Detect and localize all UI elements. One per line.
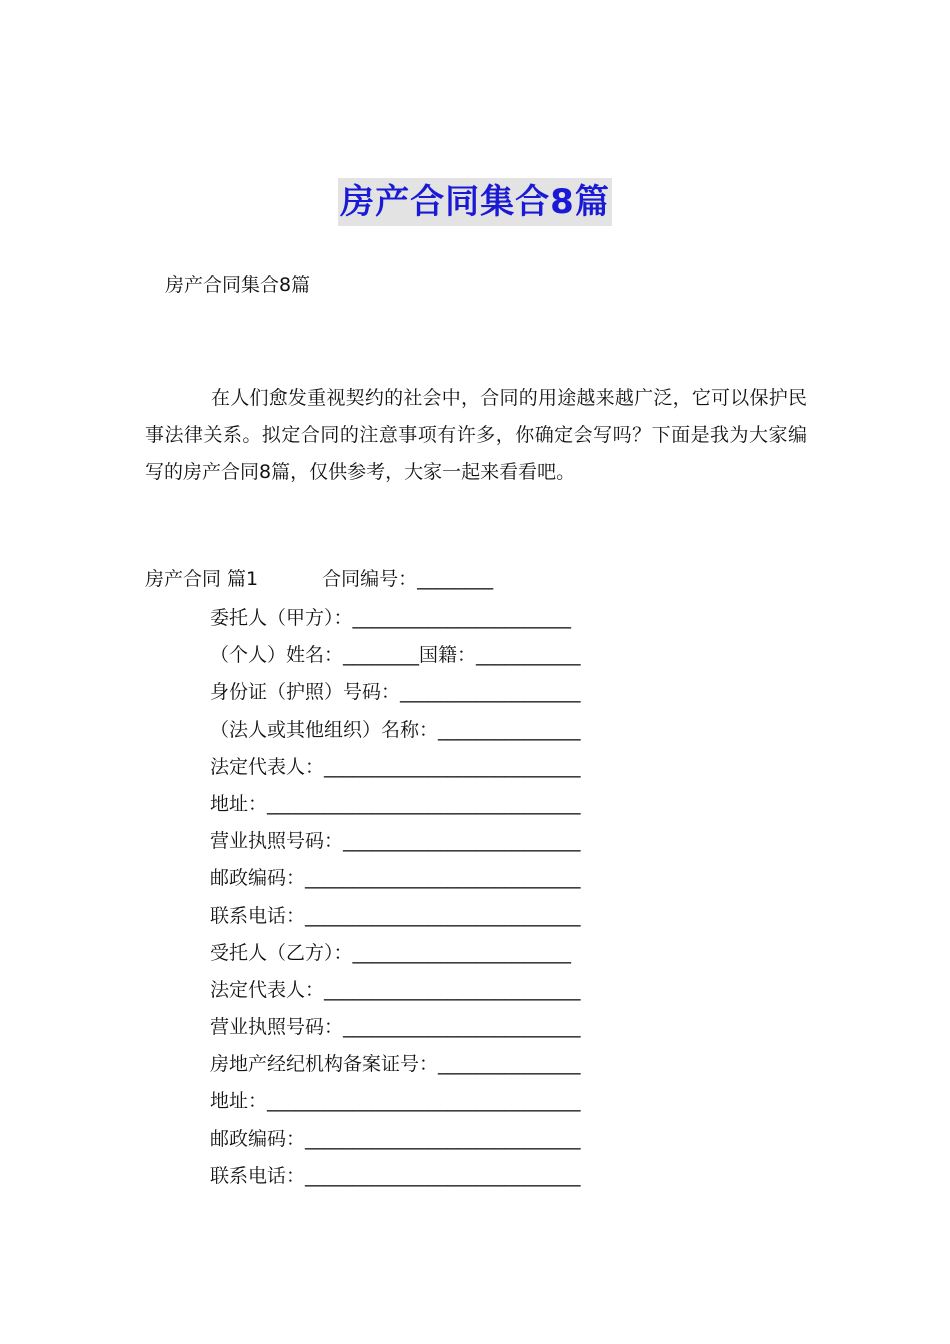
field-agency-record: 房地产经纪机构备案证号：_______________ xyxy=(210,1053,581,1076)
section-heading-row xyxy=(145,564,493,594)
field-legal-rep-b: 法定代表人：___________________________ xyxy=(210,978,581,1001)
party-fields xyxy=(210,600,650,1195)
field-org-name: （法人或其他组织）名称：_______________ xyxy=(210,718,581,741)
field-principal: 委托人（甲方）：_______________________ xyxy=(210,607,572,629)
field-id-number: 身份证（护照）号码：___________________ xyxy=(210,681,581,704)
document-title: 房产合同集合8篇 xyxy=(338,178,612,226)
field-postcode-b: 邮政编码：_____________________________ xyxy=(210,1127,581,1150)
field-agent: 受托人（乙方）：_______________________ xyxy=(210,941,572,964)
section-heading: 房产合同 篇1 xyxy=(145,568,259,590)
title-wrap xyxy=(0,178,950,226)
field-license-b: 营业执照号码：_________________________ xyxy=(210,1016,581,1039)
field-address-b: 地址：_________________________________ xyxy=(210,1090,581,1113)
field-legal-rep-a: 法定代表人：___________________________ xyxy=(210,755,581,778)
field-phone-b: 联系电话：_____________________________ xyxy=(210,1164,581,1187)
contract-number-label: 合同编号：________ xyxy=(322,568,494,590)
field-name-nationality: （个人）姓名：________国籍：___________ xyxy=(210,644,581,667)
field-license-a: 营业执照号码：_________________________ xyxy=(210,830,581,853)
field-address-a: 地址：_________________________________ xyxy=(210,792,581,815)
field-postcode-a: 邮政编码：_____________________________ xyxy=(210,867,581,890)
field-phone-a: 联系电话：_____________________________ xyxy=(210,904,581,927)
document-subtitle: 房产合同集合8篇 xyxy=(165,274,311,296)
intro-paragraph: 在人们愈发重视契约的社会中，合同的用途越来越广泛，它可以保护民事法律关系。拟定合同的注意事项有许多，你确定会写吗？下面是我为大家编写的房产合同8篇，仅供参考，大家一起来看看吧。 xyxy=(145,387,807,483)
